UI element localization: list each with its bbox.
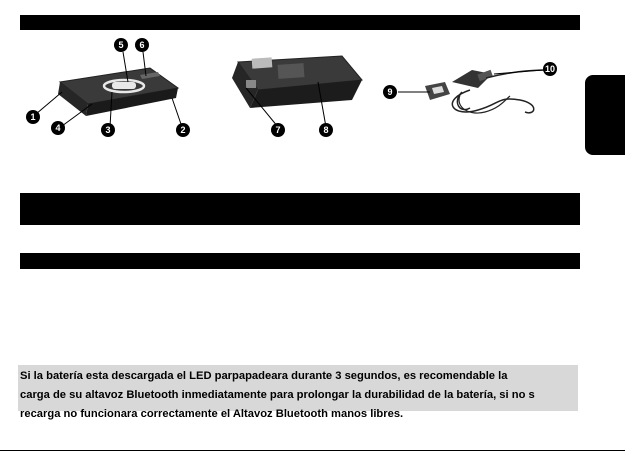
callout-number: 8	[323, 125, 329, 136]
callout-number: 7	[275, 125, 281, 136]
speaker-front-illustration	[58, 68, 178, 116]
battery-notice	[18, 365, 578, 420]
callout-number: 10	[544, 64, 556, 75]
callout-number: 4	[55, 123, 61, 134]
callout-badge-6	[135, 38, 149, 52]
callout-badge-8	[319, 123, 333, 137]
callout-number: 2	[180, 125, 186, 136]
callout-number: 6	[139, 40, 145, 51]
speaker-back-illustration	[232, 56, 362, 108]
car-charger-illustration	[425, 70, 548, 113]
callout-badge-9	[383, 85, 397, 99]
callout-badge-4	[51, 121, 65, 135]
callout-number: 3	[105, 125, 111, 136]
notice-line-1: Si la batería esta descargada el LED parpapadeara durante 3 segundos, es recomendable la	[20, 370, 508, 382]
callout-badge-3	[101, 123, 115, 137]
callout-badge-7	[271, 123, 285, 137]
footer-divider	[0, 450, 625, 451]
callout-number: 1	[30, 112, 36, 123]
callout-badge-2	[176, 123, 190, 137]
notice-line-2: carga de su altavoz Bluetooth inmediatamente para prolongar la durabilidad de la batería, si no s	[20, 389, 535, 401]
notice-line-3: recarga no funcionara correctamente el Altavoz Bluetooth manos libres.	[20, 408, 404, 420]
callout-badge-5	[114, 38, 128, 52]
callout-number: 5	[118, 40, 124, 51]
callout-number: 9	[387, 87, 393, 98]
callout-badge-1	[26, 110, 40, 124]
callout-badge-10	[543, 62, 557, 76]
